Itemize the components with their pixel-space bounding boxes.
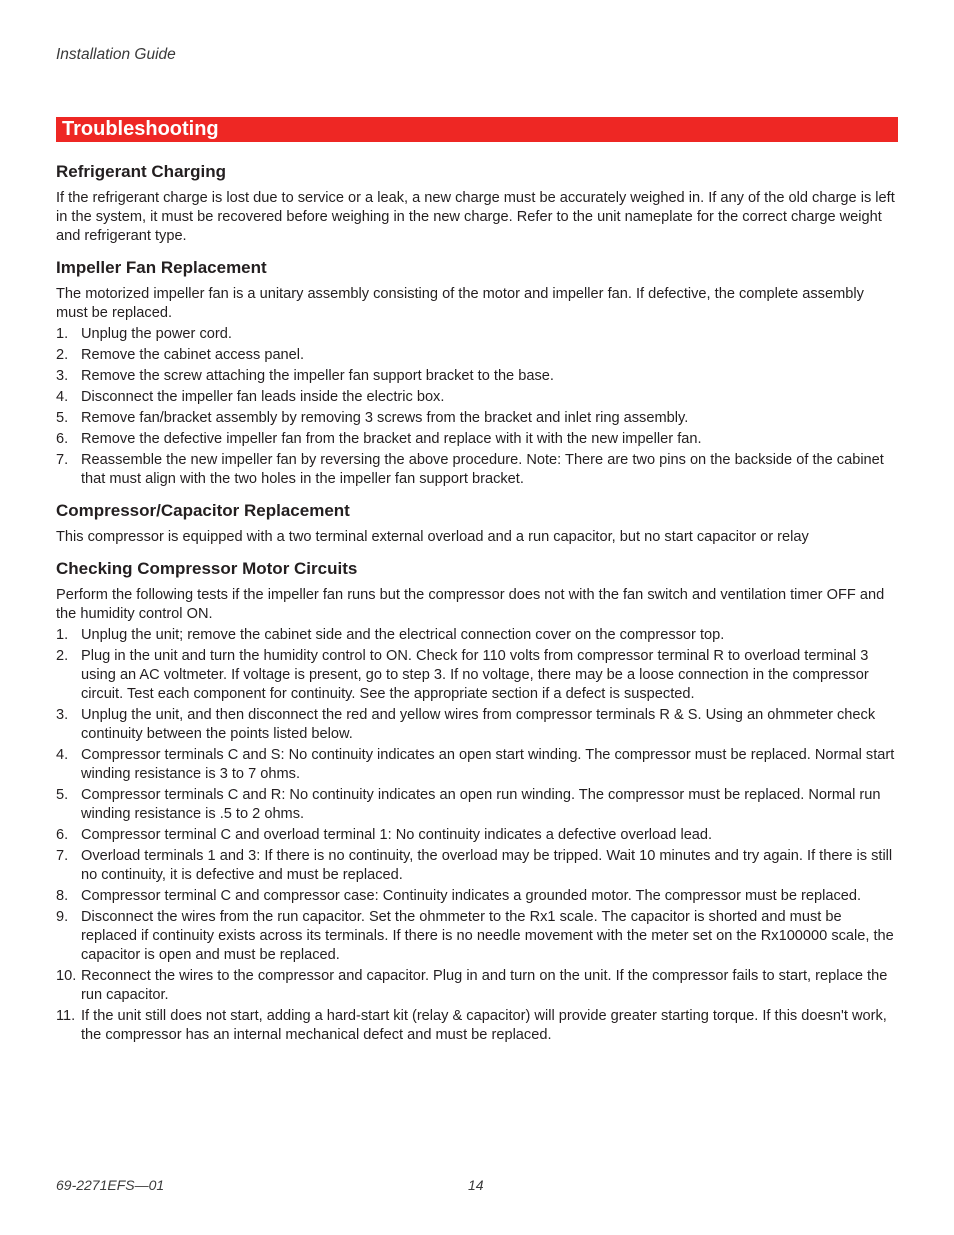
- section-heading: Checking Compressor Motor Circuits: [56, 559, 358, 578]
- list-item: [56, 847, 898, 885]
- page-number: 14: [468, 1177, 484, 1193]
- document-body: [56, 160, 898, 1055]
- section-compressor-capacitor-replacement: [56, 499, 898, 547]
- list-item: [56, 388, 898, 407]
- list-item: [56, 706, 898, 744]
- step-number: 3.: [56, 707, 69, 723]
- step-number: 5.: [56, 787, 69, 803]
- step-number: 1.: [56, 627, 69, 643]
- step-number: 4.: [56, 389, 69, 405]
- document-number: 69-2271EFS—01: [56, 1177, 165, 1193]
- section-paragraph: This compressor is equipped with a two terminal external overload and a run capacitor, but no start capacitor or relay: [56, 529, 809, 545]
- section-heading: Refrigerant Charging: [56, 162, 227, 181]
- step-number: 8.: [56, 888, 69, 904]
- list-item: [56, 451, 898, 489]
- step-text: Remove fan/bracket assembly by removing 3 screws from the bracket and inlet ring assembly.: [81, 410, 689, 426]
- step-text: Reassemble the new impeller fan by reversing the above procedure. Note: There are two pins on the backside of the cabinet that must align with the two holes in the impeller fan support bracket.: [81, 452, 884, 487]
- step-number: 11.: [56, 1008, 76, 1024]
- step-text: Remove the screw attaching the impeller fan support bracket to the base.: [81, 368, 554, 384]
- list-item: [56, 647, 898, 704]
- step-number: 6.: [56, 431, 69, 447]
- step-number: 2.: [56, 347, 69, 363]
- section-heading: Impeller Fan Replacement: [56, 258, 267, 277]
- list-item: [56, 1007, 898, 1045]
- step-text: Plug in the unit and turn the humidity control to ON. Check for 110 volts from compressor terminal R to overload terminal 3 using an AC voltmeter. If voltage is present, go to step 3. If no voltage, there may be a loose connection in the compressor circuit. Test each component for continuity. See the appropriate section if a defect is suspected.: [81, 648, 869, 702]
- list-item: [56, 346, 898, 365]
- step-number: 3.: [56, 368, 69, 384]
- step-number: 1.: [56, 326, 69, 342]
- list-item: [56, 826, 898, 845]
- section-paragraph: Perform the following tests if the impeller fan runs but the compressor does not with the fan switch and ventilation timer OFF and the humidity control ON.: [56, 587, 885, 622]
- step-text: Unplug the power cord.: [81, 326, 232, 342]
- list-item: [56, 409, 898, 428]
- step-text: Remove the defective impeller fan from the bracket and replace with it with the new impeller fan.: [81, 431, 702, 447]
- step-text: Disconnect the impeller fan leads inside the electric box.: [81, 389, 445, 405]
- step-text: Unplug the unit; remove the cabinet side and the electrical connection cover on the compressor top.: [81, 627, 725, 643]
- step-text: Reconnect the wires to the compressor and capacitor. Plug in and turn on the unit. If the compressor fails to start, replace the run capacitor.: [81, 968, 888, 1003]
- step-number: 10.: [56, 968, 77, 984]
- section-title: Troubleshooting: [62, 118, 219, 140]
- step-number: 7.: [56, 848, 69, 864]
- list-item: [56, 908, 898, 965]
- section-refrigerant-charging: [56, 160, 898, 246]
- step-number: 9.: [56, 909, 69, 925]
- list-item: [56, 967, 898, 1005]
- running-head: Installation Guide: [56, 46, 176, 63]
- step-number: 7.: [56, 452, 69, 468]
- step-text: If the unit still does not start, adding a hard-start kit (relay & capacitor) will provide greater starting torque. If this doesn't work, the compressor has an internal mechanical defect and must be replaced.: [81, 1008, 887, 1043]
- list-item: [56, 430, 898, 449]
- list-item: [56, 325, 898, 344]
- list-item: [56, 367, 898, 386]
- section-heading: Compressor/Capacitor Replacement: [56, 501, 350, 520]
- section-checking-compressor-motor-circuits: [56, 557, 898, 1045]
- section-paragraph: If the refrigerant charge is lost due to service or a leak, a new charge must be accurately weighed in. If any of the old charge is left in the system, it must be recovered before weighing in the new charge. Refer to the unit nameplate for the correct charge weight and refrigerant type.: [56, 190, 895, 244]
- step-number: 2.: [56, 648, 69, 664]
- step-text: Unplug the unit, and then disconnect the red and yellow wires from compressor terminals R & S. Using an ohmmeter check continuity between the points listed below.: [81, 707, 876, 742]
- step-text: Compressor terminals C and R: No continuity indicates an open run winding. The compressor must be replaced. Normal run winding resistance is .5 to 2 ohms.: [81, 787, 881, 822]
- step-number: 5.: [56, 410, 69, 426]
- list-item: [56, 786, 898, 824]
- numbered-steps: [56, 325, 898, 489]
- section-impeller-fan-replacement: [56, 256, 898, 489]
- section-paragraph: The motorized impeller fan is a unitary assembly consisting of the motor and impeller fan. If defective, the complete assembly must be replaced.: [56, 286, 864, 321]
- numbered-steps: [56, 626, 898, 1045]
- step-text: Compressor terminal C and compressor case: Continuity indicates a grounded motor. The compressor must be replaced.: [81, 888, 862, 904]
- step-number: 6.: [56, 827, 69, 843]
- list-item: [56, 887, 898, 906]
- step-text: Disconnect the wires from the run capacitor. Set the ohmmeter to the Rx1 scale. The capacitor is shorted and must be replaced if continuity exists across its terminals. If there is no needle movement with the meter set on the Rx100000 scale, the capacitor is open and must be replaced.: [81, 909, 894, 963]
- list-item: [56, 746, 898, 784]
- step-text: Compressor terminal C and overload terminal 1: No continuity indicates a defective overload lead.: [81, 827, 713, 843]
- step-text: Remove the cabinet access panel.: [81, 347, 305, 363]
- list-item: [56, 626, 898, 645]
- section-title-bar: [56, 117, 898, 142]
- step-text: Overload terminals 1 and 3: If there is no continuity, the overload may be tripped. Wait 10 minutes and try again. If there is still no continuity, it is defective and must be replaced.: [81, 848, 893, 883]
- step-text: Compressor terminals C and S: No continuity indicates an open start winding. The compressor must be replaced. Normal start winding resistance is 3 to 7 ohms.: [81, 747, 895, 782]
- step-number: 4.: [56, 747, 69, 763]
